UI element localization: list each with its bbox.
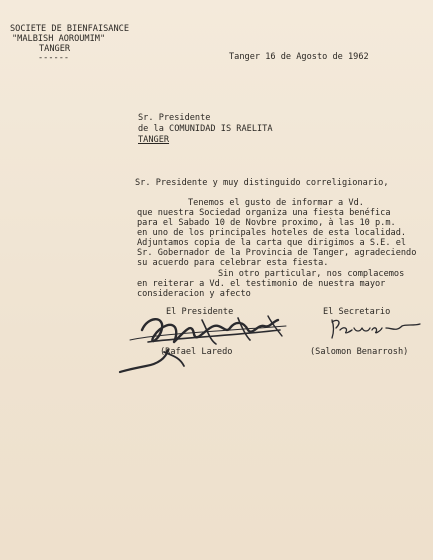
secretary-signature — [322, 316, 422, 346]
president-signature — [118, 306, 288, 376]
secretary-name: (Salomon Benarrosh) — [310, 347, 409, 357]
body-line: Sr. Gobernador de la Provincia de Tanger, agradeciendo — [137, 248, 417, 258]
secretary-title: El Secretario — [323, 307, 391, 317]
recipient-line-2: de la COMUNIDAD IS RAELITA — [138, 124, 273, 134]
body-line: en reiterar a Vd. el testimonio de nuestra mayor — [137, 279, 386, 289]
body-line: Sin otro particular, nos complacemos — [218, 269, 405, 279]
president-name: (Rafael Laredo — [160, 347, 233, 357]
letterhead-rule: ------ — [38, 53, 70, 63]
body-line: para el Sabado 10 de Novbre proximo, à las 10 p.m. — [137, 218, 396, 228]
body-line: en uno de los principales hoteles de esta localidad. — [137, 228, 407, 238]
body-line: Tenemos el gusto de informar a Vd. — [188, 198, 364, 208]
body-line: su acuerdo para celebrar esta fiesta. — [137, 258, 329, 268]
body-line: consideracion y afecto — [137, 289, 251, 299]
body-line: Adjuntamos copia de la carta que dirigimos a S.E. el — [137, 238, 407, 248]
president-title: El Presidente — [166, 307, 234, 317]
recipient-line-1: Sr. Presidente — [138, 113, 211, 123]
salutation: Sr. Presidente y muy distinguido correligionario, — [135, 178, 389, 188]
date-line: Tanger 16 de Agosto de 1962 — [229, 52, 369, 62]
letterhead-line-3: TANGER — [39, 44, 71, 54]
letterhead-line-2: "MALBISH AOROUMIM" — [12, 34, 106, 44]
body-line: que nuestra Sociedad organiza una fiesta benéfica — [137, 208, 391, 218]
recipient-line-3: TANGER — [138, 135, 170, 145]
letterhead-line-1: SOCIETE DE BIENFAISANCE — [10, 24, 129, 34]
